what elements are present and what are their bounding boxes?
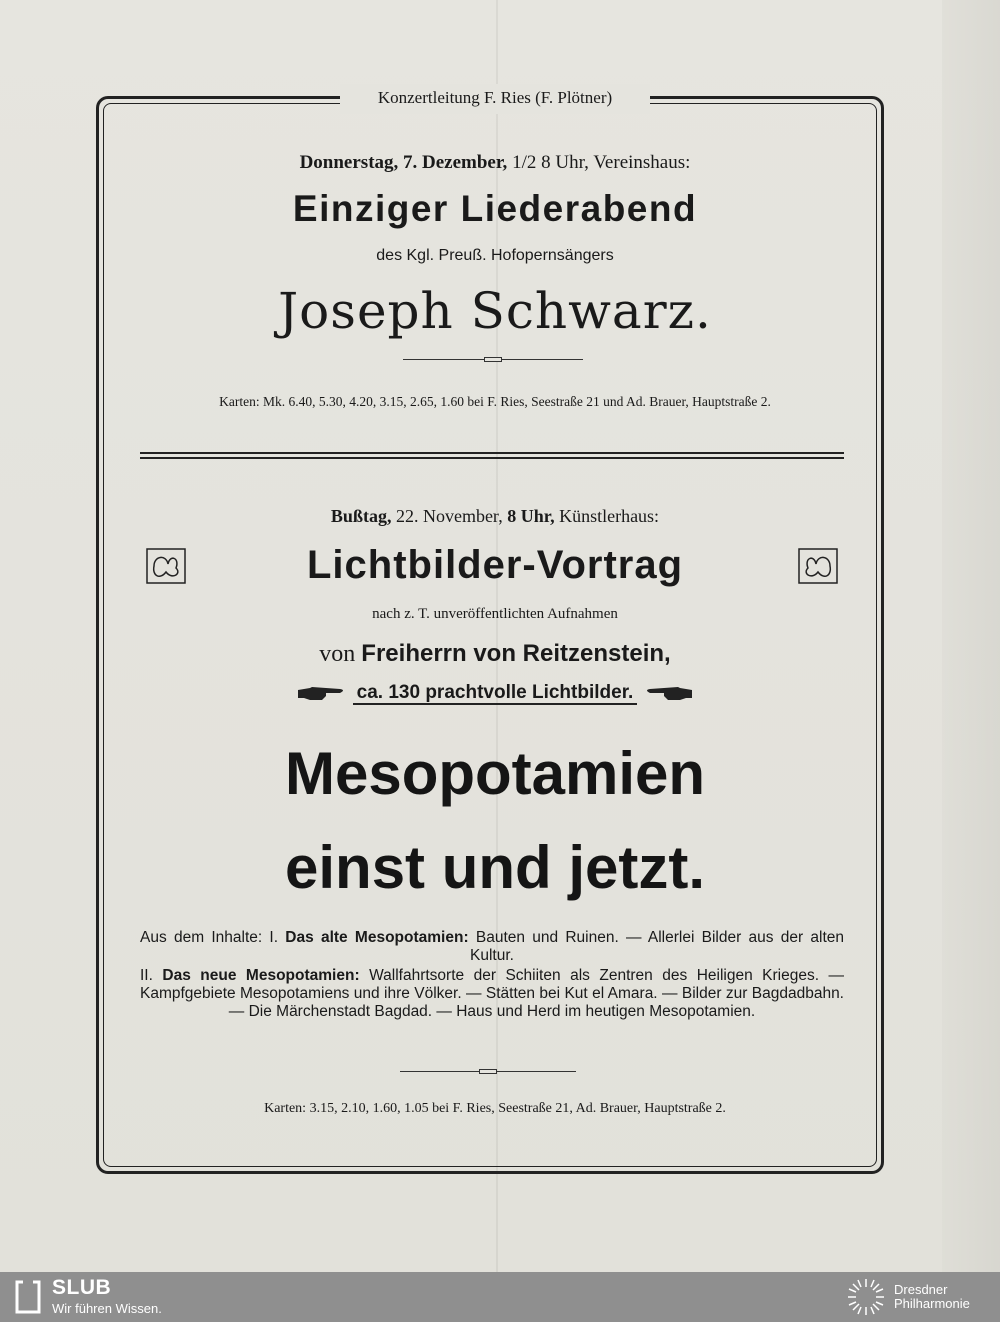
event2-topic-line2: einst und jetzt. [285, 834, 705, 901]
part2-number: II. [140, 967, 153, 984]
part1-text: Bauten und Ruinen. — Allerlei Bilder aus der alten Kultur. [470, 929, 844, 964]
paper-edge [942, 0, 1000, 1272]
contents-label: Aus dem Inhalte: I. [140, 929, 279, 946]
event2-contents [140, 929, 844, 965]
event2-speaker-line [140, 640, 850, 668]
event1-date: Donnerstag, 7. Dezember, [299, 152, 508, 173]
slub-logo-icon [14, 1279, 42, 1315]
event2-date-line [140, 506, 850, 527]
ornamental-rule-2 [400, 1071, 576, 1072]
concert-management: Konzertleitung F. Ries (F. Plötner) [377, 88, 613, 107]
event2-speaker-prefix: von [319, 641, 356, 667]
philharmonie-line2: Philharmonie [894, 1296, 970, 1311]
event1-venue: Vereinshaus: [593, 152, 691, 173]
part1-title: Das alte Mesopotamien: [285, 929, 469, 946]
philharmonie-name [894, 1283, 970, 1311]
event2-highlight-line [140, 682, 850, 704]
event2-topic-line1: Mesopotamien [284, 740, 706, 807]
event2-time: 8 Uhr, [507, 506, 555, 526]
philharmonie-line1: Dresdner [894, 1282, 948, 1297]
section-divider [140, 452, 844, 459]
pointing-hand-left-icon [642, 684, 694, 704]
part2-title: Das neue Mesopotamien: [162, 967, 360, 984]
event1-performer: Joseph Schwarz. [278, 282, 712, 340]
event1-subtitle: des Kgl. Preuß. Hofopernsängers [376, 247, 614, 264]
event2-day: Bußtag, [330, 506, 392, 526]
event2-highlight: ca. 130 prachtvolle Lichtbilder. [353, 682, 638, 705]
event2-date: 22. November, [395, 506, 503, 526]
event2-part2 [140, 967, 844, 1021]
event2-tickets: Karten: 3.15, 2.10, 1.60, 1.05 bei F. Ries, Seestraße 21, Ad. Brauer, Hauptstraße 2. [264, 1101, 726, 1116]
event1-date-line [140, 152, 850, 174]
part2-text: Wallfahrtsorte der Schiiten als Zentren des Heiligen Krieges. — Kampfgebiete Mesopotamiens und ihre Völker. — Stätten bei Kut el Amara. — Bilder zur Bagdadbahn. — Die Märchenstadt Bagdad. — Haus und Herd im heutigen Mesopotamien. [140, 967, 844, 1020]
right-ornament-icon [798, 548, 838, 584]
slub-tagline: Wir führen Wissen. [52, 1301, 162, 1316]
slub-name: SLUB [52, 1276, 112, 1299]
event1-time: 1/2 8 Uhr, [512, 152, 589, 173]
pointing-hand-right-icon [296, 684, 348, 704]
event1-tickets: Karten: Mk. 6.40, 5.30, 4.20, 3.15, 2.65, 1.60 bei F. Ries, Seestraße 21 und Ad. Brauer, Hauptstraße 2. [219, 394, 771, 409]
philharmonie-logo-icon [846, 1277, 886, 1317]
ornamental-rule [403, 359, 583, 360]
event2-note: nach z. T. unveröffentlichten Aufnahmen [372, 606, 618, 622]
event2-speaker: Freiherrn von Reitzenstein, [361, 640, 671, 667]
event1-title: Einziger Liederabend [292, 188, 698, 229]
event2-venue: Künstlerhaus: [559, 506, 660, 526]
event2-title: Lichtbilder-Vortrag [306, 543, 684, 587]
